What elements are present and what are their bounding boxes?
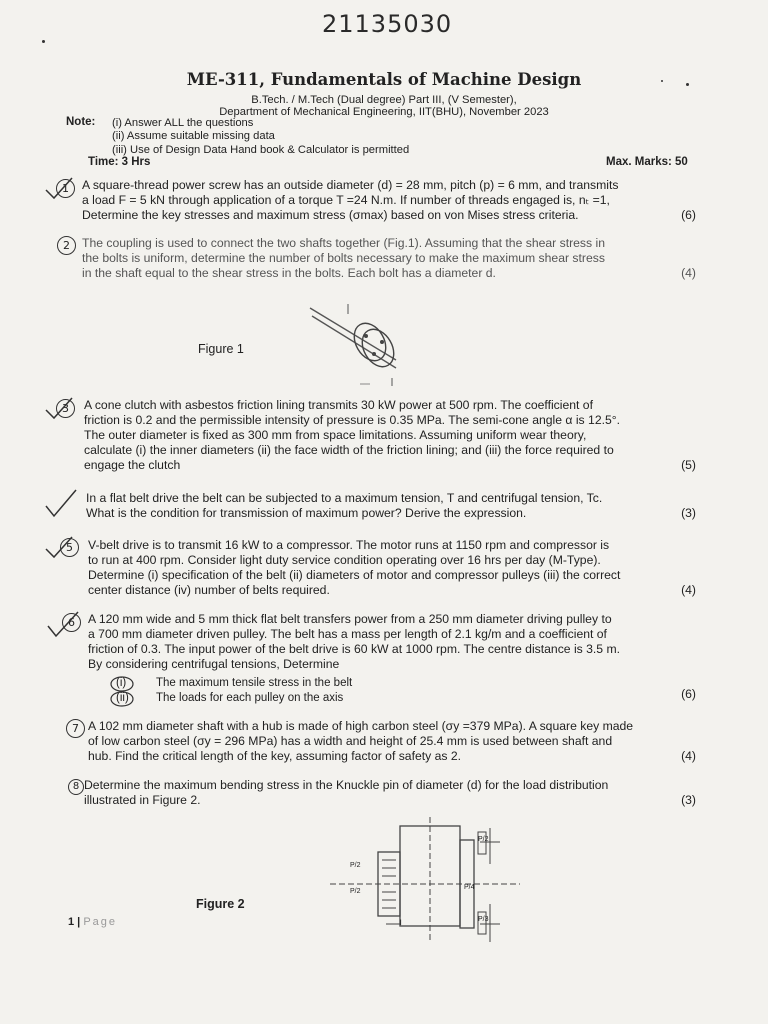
- question-number-circle: 3: [56, 399, 75, 418]
- question-4: [68, 491, 716, 521]
- question-number-circle: 5: [60, 538, 79, 557]
- question-text-line: friction of 0.3. The input power of the belt drive is 60 kW at 1000 rpm. The centre distance is 3.5 m.: [88, 642, 621, 656]
- question-text-line: a 700 mm diameter driven pulley. The belt has a mass per length of 2.1 kg/m and a coefficient of: [88, 627, 607, 641]
- sub-item-text: The maximum tensile stress in the belt: [156, 677, 353, 689]
- question-text-line: A cone clutch with asbestos friction lining transmits 30 kW power at 500 rpm. The coefficient of: [84, 398, 593, 412]
- question-number-circle: 1: [56, 179, 75, 198]
- question-text-line: center distance (iv) number of belts required.: [88, 583, 330, 597]
- question-marks: (4): [681, 749, 696, 763]
- sub-item-number: (ii): [116, 692, 129, 704]
- question-text-line: What is the condition for transmission of maximum power? Derive the expression.: [86, 506, 527, 520]
- question-text-line: V-belt drive is to transmit 16 kW to a compressor. The motor runs at 1150 rpm and compressor is: [88, 538, 610, 552]
- load-label: P/2: [350, 862, 361, 869]
- question-text-line: a load F = 5 kN through application of a torque T =24 N.m. If number of threads engaged is, nₜ =1,: [82, 193, 610, 207]
- question-marks: (4): [681, 266, 696, 280]
- note-item: (iii) Use of Design Data Hand book & Calculator is permitted: [112, 144, 410, 156]
- question-marks: (4): [681, 583, 696, 597]
- note-item: (ii) Assume suitable missing data: [112, 130, 275, 142]
- sub-item-number: (i): [116, 677, 127, 689]
- knuckle-joint-diagram: [330, 812, 530, 952]
- question-text-line: A 102 mm diameter shaft with a hub is made of high carbon steel (σy =379 MPa). A square key made: [88, 719, 634, 733]
- handwritten-roll-number: 21135030: [322, 10, 453, 38]
- ink-dot: [42, 40, 45, 43]
- question-text-line: By considering centrifugal tensions, Determine: [88, 657, 340, 671]
- question-1: [68, 178, 716, 223]
- figure-2-caption: Figure 2: [196, 897, 245, 911]
- time-allowed: Time: 3 Hrs: [88, 156, 151, 168]
- question-text-line: A square-thread power screw has an outside diameter (d) = 28 mm, pitch (p) = 6 mm, and transmits: [82, 178, 619, 192]
- question-text-line: calculate (i) the inner diameters (ii) the face width of the friction lining; and (iii) the force required to: [84, 443, 614, 457]
- question-3: [68, 398, 716, 473]
- question-text-line: The coupling is used to connect the two shafts together (Fig.1). Assuming that the shear stress in: [82, 236, 605, 250]
- question-number-circle: 6: [62, 613, 81, 632]
- question-2: [68, 236, 716, 281]
- question-number-circle: 8: [68, 779, 84, 795]
- question-marks: (6): [681, 208, 696, 222]
- question-number-circle: 2: [57, 236, 76, 255]
- question-text-line: The outer diameter is fixed as 300 mm from space limitations. Assuming uniform wear theory,: [84, 428, 587, 442]
- figure-1-caption: Figure 1: [198, 342, 244, 356]
- question-text-line: Determine the key stresses and maximum stress (σmax) based on von Mises stress criteria.: [82, 208, 579, 222]
- question-text-line: A 120 mm wide and 5 mm thick flat belt transfers power from a 250 mm diameter driving pulley to: [88, 612, 612, 626]
- question-text-line: of low carbon steel (σy = 296 MPa) has a width and height of 25.4 mm is used between shaft and: [88, 734, 613, 748]
- note-label: Note:: [66, 116, 96, 128]
- question-text-line: hub. Find the critical length of the key, assuming factor of safety as 2.: [88, 749, 462, 763]
- question-marks: (5): [681, 458, 696, 472]
- coupling-diagram: [300, 298, 410, 388]
- length-label: l: [400, 920, 402, 927]
- question-text-line: Determine the maximum bending stress in the Knuckle pin of diameter (d) for the load distribution: [84, 778, 609, 792]
- load-label: P/3: [478, 916, 489, 923]
- max-marks: Max. Marks: 50: [606, 156, 688, 168]
- question-text-line: in the shaft equal to the shear stress in the bolts. Each bolt has a diameter d.: [82, 266, 496, 280]
- department-line: Department of Mechanical Engineering, IIT(BHU), November 2023: [219, 106, 549, 118]
- question-text-line: In a flat belt drive the belt can be subjected to a maximum tension, T and centrifugal tension, Tc.: [86, 491, 603, 505]
- question-text-line: illustrated in Figure 2.: [84, 793, 201, 807]
- handwritten-circle-mark: [110, 676, 136, 710]
- question-marks: (6): [681, 687, 696, 701]
- question-text-line: friction is 0.2 and the permissible intensity of pressure is 0.35 MPa. The semi-cone angle α is 12.5°.: [84, 413, 621, 427]
- question-7: [68, 719, 716, 764]
- load-label: P/2: [350, 888, 361, 895]
- program-line: B.Tech. / M.Tech (Dual degree) Part III, (V Semester),: [251, 94, 517, 106]
- note-item: (i) Answer ALL the questions: [112, 117, 254, 129]
- sub-item-text: The loads for each pulley on the axis: [156, 692, 344, 704]
- load-label: P/2: [478, 836, 489, 843]
- question-marks: (3): [681, 506, 696, 520]
- load-label: P/4: [464, 884, 475, 891]
- question-number-circle: 7: [66, 719, 85, 738]
- page-number: 1 |: [68, 916, 81, 928]
- page-word: Page: [83, 916, 118, 928]
- question-marks: (3): [681, 793, 696, 807]
- question-text-line: Determine (i) specification of the belt (ii) diameters of motor and compressor pulleys (iii) the correct: [88, 568, 621, 582]
- question-text-line: to run at 400 rpm. Consider light duty service condition operating over 16 hrs per day (M-Type).: [88, 553, 601, 567]
- question-text-line: engage the clutch: [84, 458, 181, 472]
- question-text-line: the bolts is uniform, determine the number of bolts necessary to make the maximum shear stress: [82, 251, 605, 265]
- exam-title: ME-311, Fundamentals of Machine Design: [186, 70, 582, 89]
- question-5: [68, 538, 716, 598]
- question-8: [68, 778, 716, 808]
- page-footer: [68, 916, 117, 928]
